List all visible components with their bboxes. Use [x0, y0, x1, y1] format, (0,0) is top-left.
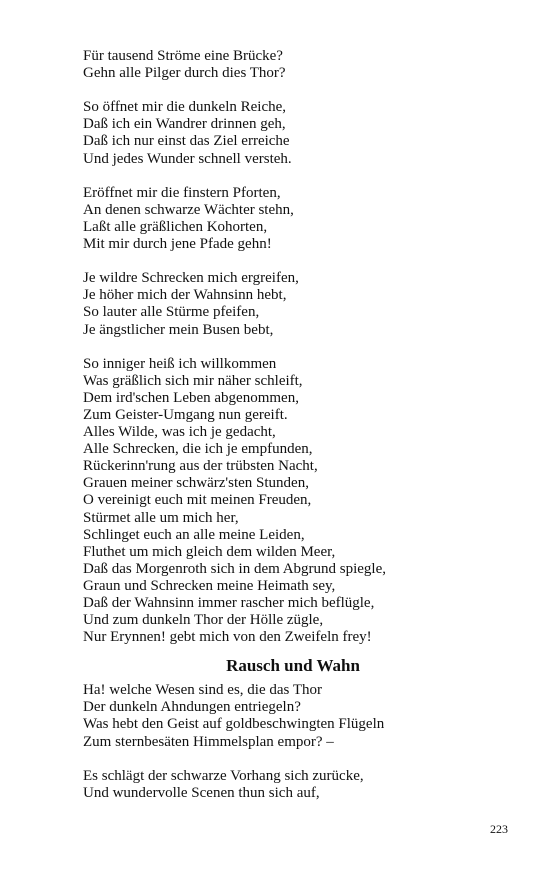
poem-title: Rausch und Wahn	[226, 656, 360, 676]
poem-line: So lauter alle Stürme pfeifen,	[83, 304, 260, 321]
poem-line: Dem ird'schen Leben abgenommen,	[83, 389, 299, 406]
poem-line: Was gräßlich sich mir näher schleift,	[83, 372, 303, 389]
poem-line: Daß ich ein Wandrer drinnen geh,	[83, 116, 286, 133]
poem-line: Je wildre Schrecken mich ergreifen,	[83, 270, 299, 287]
poem-line: Rückerinn'rung aus der trübsten Nacht,	[83, 458, 318, 475]
stanza-break	[83, 339, 483, 356]
poem-line: Je höher mich der Wahnsinn hebt,	[83, 287, 287, 304]
poem-line: Eröffnet mir die finstern Pforten,	[83, 184, 281, 201]
stanza-break	[83, 82, 483, 99]
poem-line: An denen schwarze Wächter stehn,	[83, 201, 294, 218]
poem-line: Stürmet alle um mich her,	[83, 509, 239, 526]
poem-line: Für tausend Ströme eine Brücke?	[83, 48, 283, 64]
poem-line: Und zum dunkeln Thor der Hölle zügle,	[83, 612, 324, 629]
poem-line: Alle Schrecken, die ich je empfunden,	[83, 441, 313, 458]
poem-text	[83, 48, 483, 802]
poem-line: Laßt alle gräßlichen Kohorten,	[83, 218, 268, 235]
stanza-break	[83, 253, 483, 270]
poem-line: Daß der Wahnsinn immer rascher mich beflügle,	[83, 595, 375, 611]
poem-line: Graun und Schrecken meine Heimath sey,	[83, 577, 336, 594]
poem-line: Nur Erynnen! gebt mich von den Zweifeln frey!	[83, 629, 372, 646]
poem-line: Und wundervolle Scenen thun sich auf,	[83, 784, 320, 801]
poem-line: O vereinigt euch mit meinen Freuden,	[83, 492, 312, 509]
poem-line: Es schlägt der schwarze Vorhang sich zurücke,	[83, 767, 364, 784]
poem-line: Daß ich nur einst das Ziel erreiche	[83, 133, 290, 150]
poem-line: So öffnet mir die dunkeln Reiche,	[83, 99, 287, 116]
poem-line: Je ängstlicher mein Busen bebt,	[83, 321, 274, 338]
stanza-break	[83, 168, 483, 185]
stanza-break	[83, 751, 483, 768]
poem-line: Zum sternbesäten Himmelsplan empor? –	[83, 733, 334, 750]
poem-line: So inniger heiß ich willkommen	[83, 355, 277, 372]
poem-line: Mit mir durch jene Pfade gehn!	[83, 236, 272, 253]
poem-line: Alles Wilde, was ich je gedacht,	[83, 424, 276, 441]
poem-line: Daß das Morgenroth sich in dem Abgrund spiegle,	[83, 560, 387, 577]
poem-line: Fluthet um mich gleich dem wilden Meer,	[83, 543, 336, 560]
page-number: 223	[490, 822, 508, 836]
poem-line: Grauen meiner schwärz'sten Stunden,	[83, 475, 309, 492]
poem-line: Und jedes Wunder schnell versteh.	[83, 150, 292, 167]
poem-line: Ha! welche Wesen sind es, die das Thor	[83, 682, 323, 699]
poem-line: Was hebt den Geist auf goldbeschwingten Flügeln	[83, 716, 385, 733]
poem-line: Zum Geister-Umgang nun gereift.	[83, 406, 288, 423]
poem-line: Der dunkeln Ahndungen entriegeln?	[83, 699, 301, 716]
poem-line: Gehn alle Pilger durch dies Thor?	[83, 65, 286, 82]
poem-line: Schlinget euch an alle meine Leiden,	[83, 526, 305, 543]
